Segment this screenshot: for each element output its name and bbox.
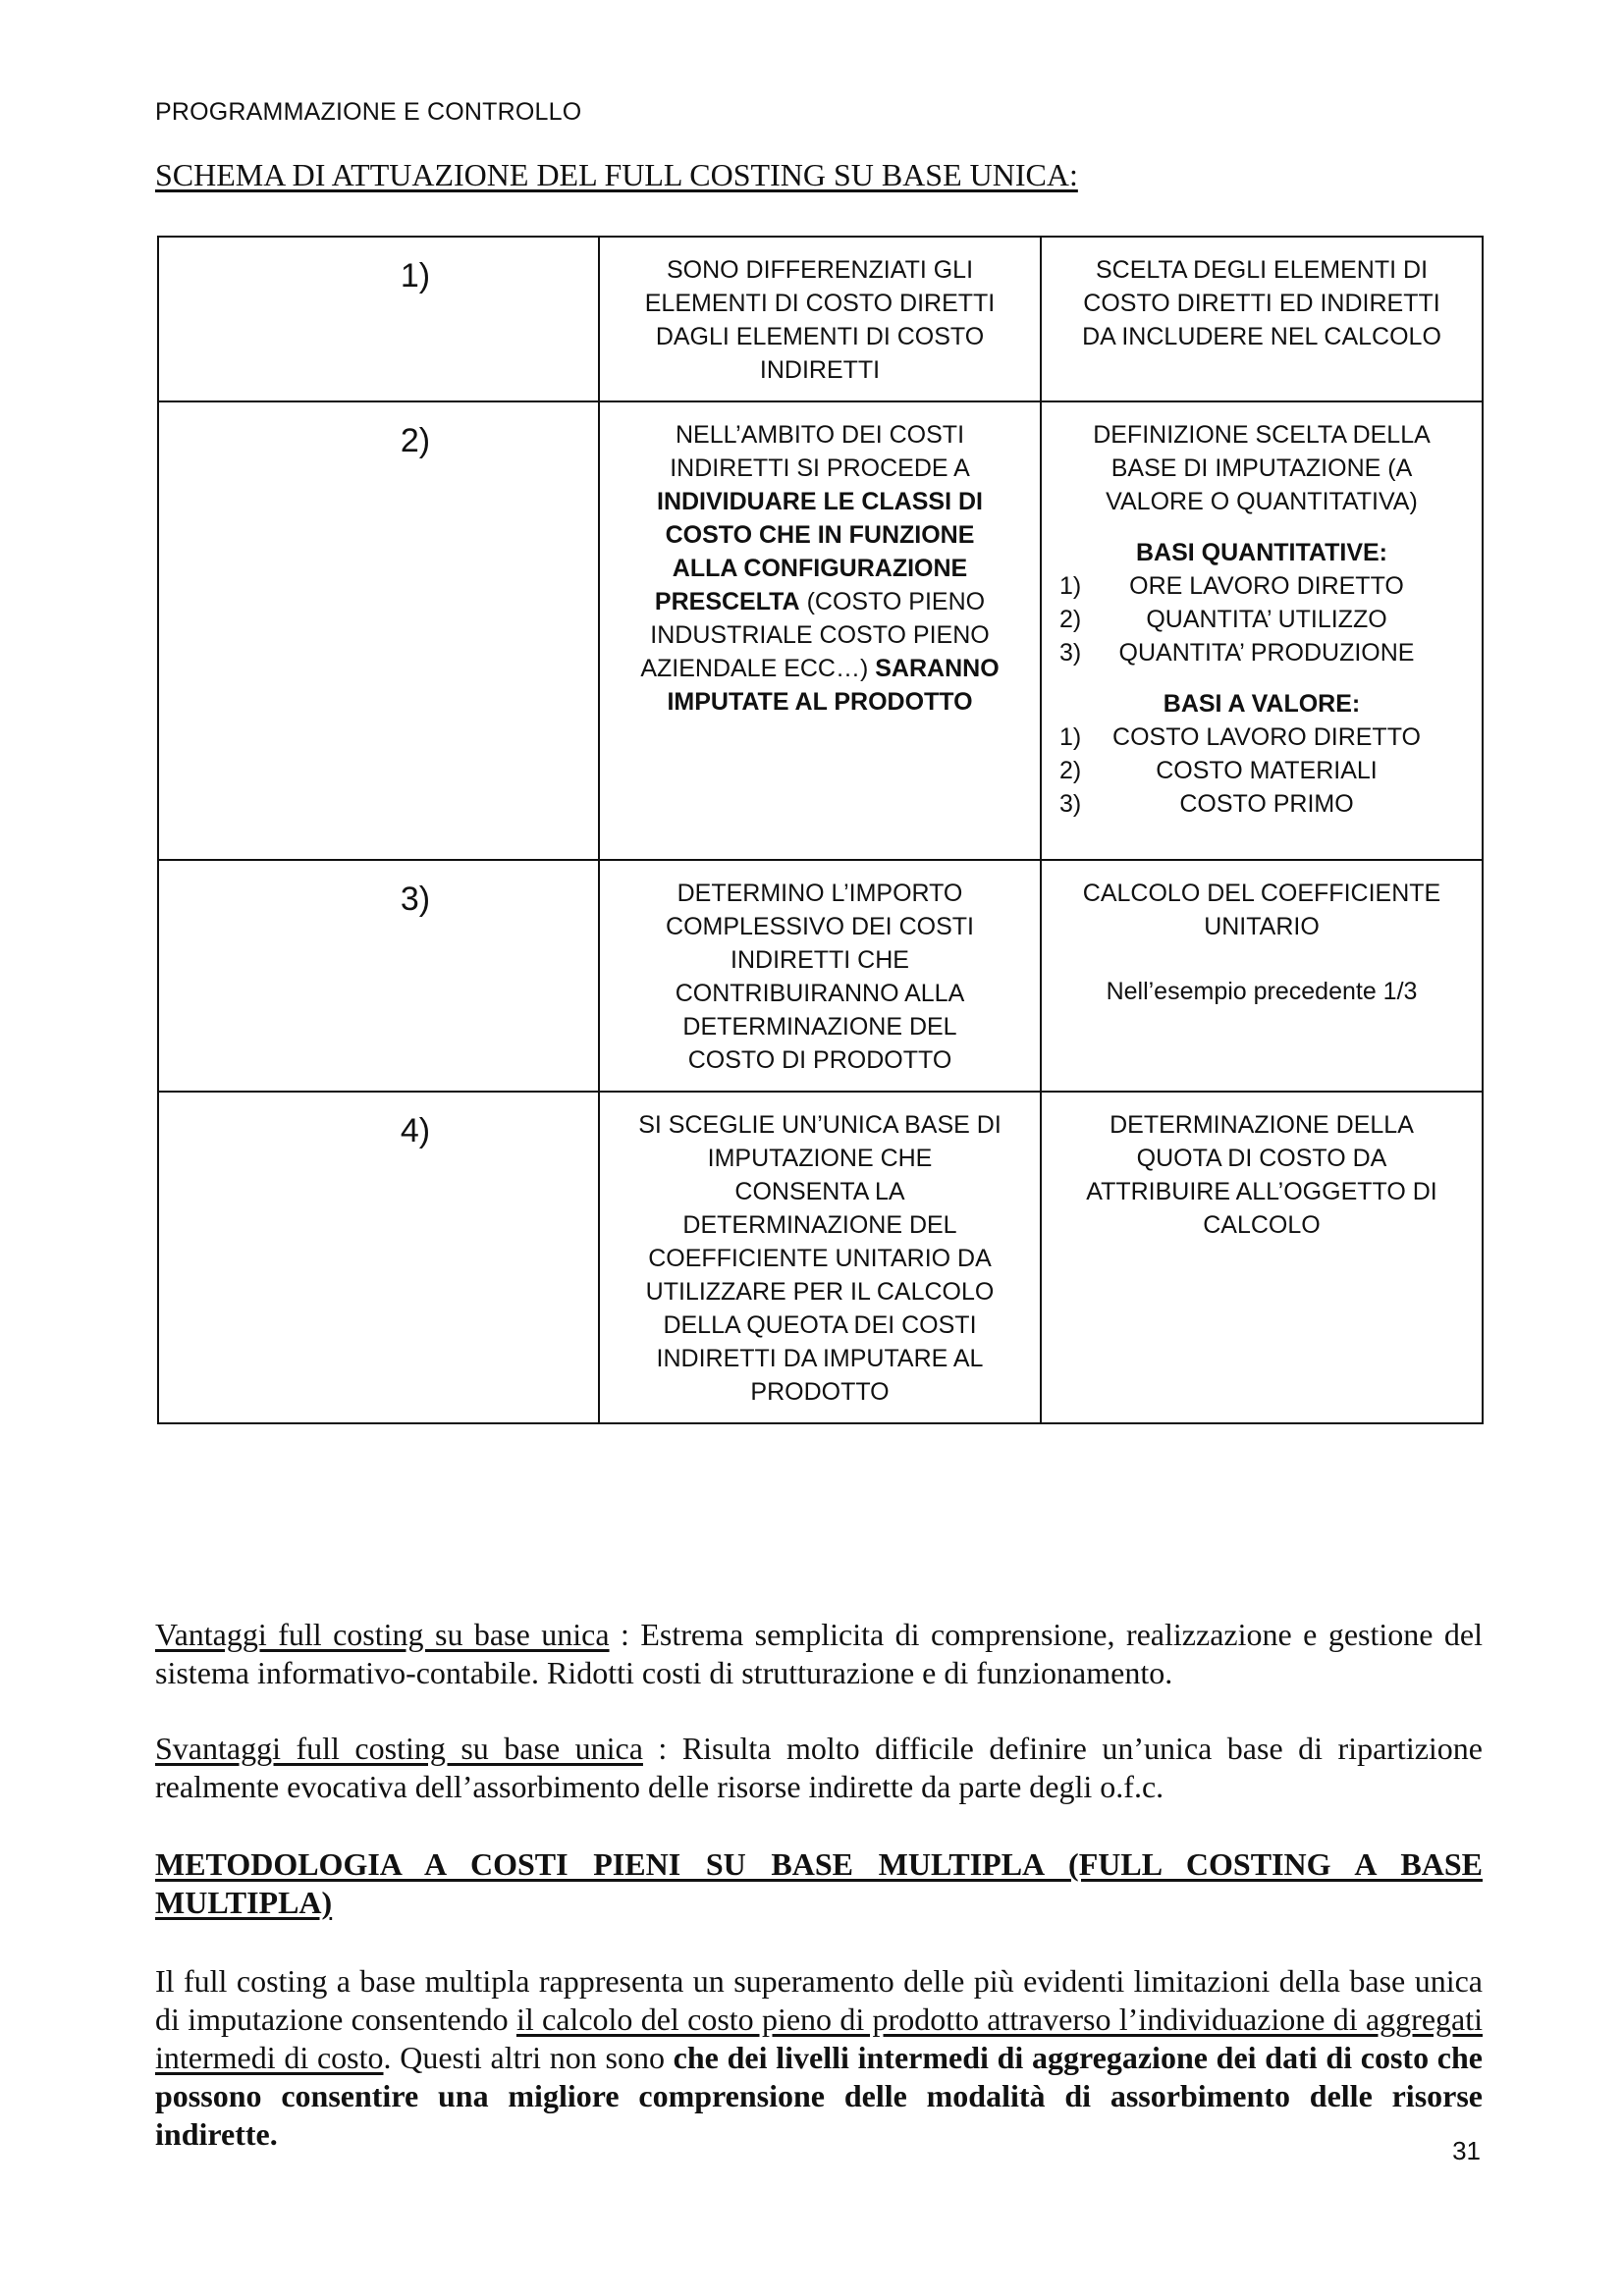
schema-title: SCHEMA DI ATTUAZIONE DEL FULL COSTING SU BASE UNICA: — [155, 157, 1078, 192]
step-cell — [158, 401, 599, 860]
cell-line: COEFFICIENTE UNITARIO DA — [648, 1245, 992, 1272]
list-item — [1054, 754, 1470, 787]
cell-line: COSTO DIRETTI ED INDIRETTI — [1083, 290, 1440, 317]
cell-line: DETERMINO L’IMPORTO — [677, 880, 963, 907]
list-number: 1) — [1059, 723, 1082, 751]
cell-line: COMPLESSIVO DEI COSTI — [666, 913, 974, 940]
table-row — [158, 237, 1483, 401]
step-cell — [158, 860, 599, 1092]
list-number: 2) — [1059, 606, 1082, 633]
cell-line: DETERMINAZIONE DEL — [682, 1013, 957, 1041]
cell-line: NELL’AMBITO DEI COSTI — [675, 421, 965, 449]
step-cell — [158, 1092, 599, 1423]
paragraph-text: . Questi altri non sono — [383, 2040, 674, 2075]
cell-line: INDIRETTI DA IMPUTARE AL — [656, 1345, 984, 1372]
cell-bold-line: INDIVIDUARE LE CLASSI DI — [657, 488, 983, 515]
cell-line: ATTRIBUIRE ALL’OGGETTO DI — [1086, 1178, 1437, 1205]
cell-line: DAGLI ELEMENTI DI COSTO — [655, 323, 985, 350]
step-number: 1) — [400, 257, 431, 294]
section-heading-line: METODOLOGIA A COSTI PIENI SU BASE MULTIPLA (FULL COSTING A BASE — [155, 1846, 1483, 1882]
paragraph-text: Il full costing a base multipla rappresenta un superamento delle più evidenti limitazioni della base unica di imputazione consentendo — [155, 1963, 1483, 2037]
section-heading — [155, 1845, 1483, 1922]
quantitative-bases-heading: BASI QUANTITATIVE: — [1135, 539, 1387, 566]
cell-line: UNITARIO — [1204, 913, 1320, 940]
cell-span: (COSTO PIENO — [799, 588, 986, 615]
list-text: COSTO MATERIALI — [1156, 757, 1378, 784]
cell-line: INDUSTRIALE COSTO PIENO — [650, 621, 990, 649]
list-item — [1054, 787, 1470, 821]
step-cell — [158, 237, 599, 401]
list-text: QUANTITA’ UTILIZZO — [1146, 606, 1387, 633]
description-cell — [599, 237, 1041, 401]
list-number: 3) — [1059, 790, 1082, 818]
cell-line: IMPUTAZIONE CHE — [707, 1145, 933, 1172]
cell-bold-line: COSTO CHE IN FUNZIONE — [665, 521, 975, 549]
cell-line: CONSENTA LA — [734, 1178, 905, 1205]
list-text: COSTO PRIMO — [1179, 790, 1354, 818]
disadvantages-paragraph — [155, 1730, 1483, 1806]
cell-line: ELEMENTI DI COSTO DIRETTI — [644, 290, 996, 317]
advantages-label: Vantaggi full costing su base unica — [155, 1617, 610, 1652]
description-cell — [599, 860, 1041, 1092]
section-heading-line: MULTIPLA) — [155, 1885, 333, 1920]
cell-line: SONO DIFFERENZIATI GLI — [666, 256, 974, 284]
action-cell — [1041, 237, 1483, 401]
list-text: QUANTITA’ PRODUZIONE — [1118, 639, 1415, 667]
list-number: 3) — [1059, 639, 1082, 667]
list-number: 2) — [1059, 757, 1082, 784]
list-text: ORE LAVORO DIRETTO — [1129, 572, 1404, 600]
cell-bold-line: IMPUTATE AL PRODOTTO — [667, 688, 973, 716]
cell-line: CONTRIBUIRANNO ALLA — [675, 980, 965, 1007]
cell-bold-span: SARANNO — [868, 655, 1000, 682]
action-cell — [1041, 860, 1483, 1092]
list-number: 1) — [1059, 572, 1082, 600]
page-number: 31 — [1452, 2136, 1481, 2165]
cell-line: DELLA QUEOTA DEI COSTI — [663, 1311, 977, 1339]
cell-bold-span: PRESCELTA — [654, 588, 800, 615]
advantages-paragraph — [155, 1616, 1483, 1692]
cell-line: SI SCEGLIE UN’UNICA BASE DI — [638, 1111, 1001, 1139]
cell-span: AZIENDALE ECC…) — [640, 655, 869, 682]
action-cell — [1041, 401, 1483, 860]
description-cell — [599, 1092, 1041, 1423]
cell-line: VALORE O QUANTITATIVA) — [1106, 488, 1418, 515]
cell-line: DETERMINAZIONE DELLA — [1110, 1111, 1414, 1139]
list-item — [1054, 636, 1470, 669]
cell-line: QUOTA DI COSTO DA — [1136, 1145, 1387, 1172]
cell-line: DETERMINAZIONE DEL — [682, 1211, 957, 1239]
cell-line: COSTO DI PRODOTTO — [687, 1046, 952, 1074]
cell-line: UTILIZZARE PER IL CALCOLO — [645, 1278, 995, 1306]
step-number: 3) — [400, 881, 431, 918]
step-number: 4) — [400, 1112, 431, 1149]
multiple-base-paragraph — [155, 1962, 1483, 2154]
disadvantages-text: : Risulta molto difficile definire un’unica base di ripartizione realmente evocativa dell’assorbimento delle risorse indirette da parte degli o.f.c. — [155, 1731, 1484, 1804]
cell-line: INDIRETTI CHE — [731, 946, 909, 974]
cell-line: DEFINIZIONE SCELTA DELLA — [1093, 421, 1431, 449]
cell-line: INDIRETTI SI PROCEDE A — [670, 454, 970, 482]
list-text: COSTO LAVORO DIRETTO — [1112, 723, 1421, 751]
cell-line: INDIRETTI — [759, 356, 881, 384]
cell-line: BASE DI IMPUTAZIONE (A — [1110, 454, 1413, 482]
cell-line: DA INCLUDERE NEL CALCOLO — [1082, 323, 1441, 350]
table-row — [158, 860, 1483, 1092]
cell-line: PRODOTTO — [750, 1378, 890, 1406]
description-cell — [599, 401, 1041, 860]
paragraph-bold-text: che dei livelli intermedi di aggregazione dei dati di costo che possono consentire una migliore comprensione delle modalità di assorbimento delle risorse indirette. — [155, 2040, 1484, 2152]
scheme-table — [157, 236, 1484, 1424]
cell-bold-line: ALLA CONFIGURAZIONE — [672, 555, 968, 582]
cell-line: CALCOLO — [1203, 1211, 1321, 1239]
value-bases-heading: BASI A VALORE: — [1163, 690, 1361, 718]
list-item — [1054, 569, 1470, 603]
cell-line: CALCOLO DEL COEFFICIENTE — [1082, 880, 1441, 907]
list-item — [1054, 603, 1470, 636]
running-header: PROGRAMMAZIONE E CONTROLLO — [155, 98, 582, 126]
action-cell — [1041, 1092, 1483, 1423]
example-note: Nell’esempio precedente 1/3 — [1106, 978, 1418, 1005]
table-row — [158, 1092, 1483, 1423]
list-item — [1054, 721, 1470, 754]
table-row — [158, 401, 1483, 860]
paragraph-underlined-text: il calcolo del costo pieno di prodotto attraverso l’individuazione di aggregati intermedi di costo — [155, 2002, 1484, 2075]
step-number: 2) — [400, 422, 431, 459]
cell-line: SCELTA DEGLI ELEMENTI DI — [1095, 256, 1429, 284]
advantages-text: : Estrema semplicita di comprensione, realizzazione e gestione del sistema informativo-contabile. Ridotti costi di strutturazione e di funzionamento. — [155, 1617, 1484, 1690]
disadvantages-label: Svantaggi full costing su base unica — [155, 1731, 643, 1766]
